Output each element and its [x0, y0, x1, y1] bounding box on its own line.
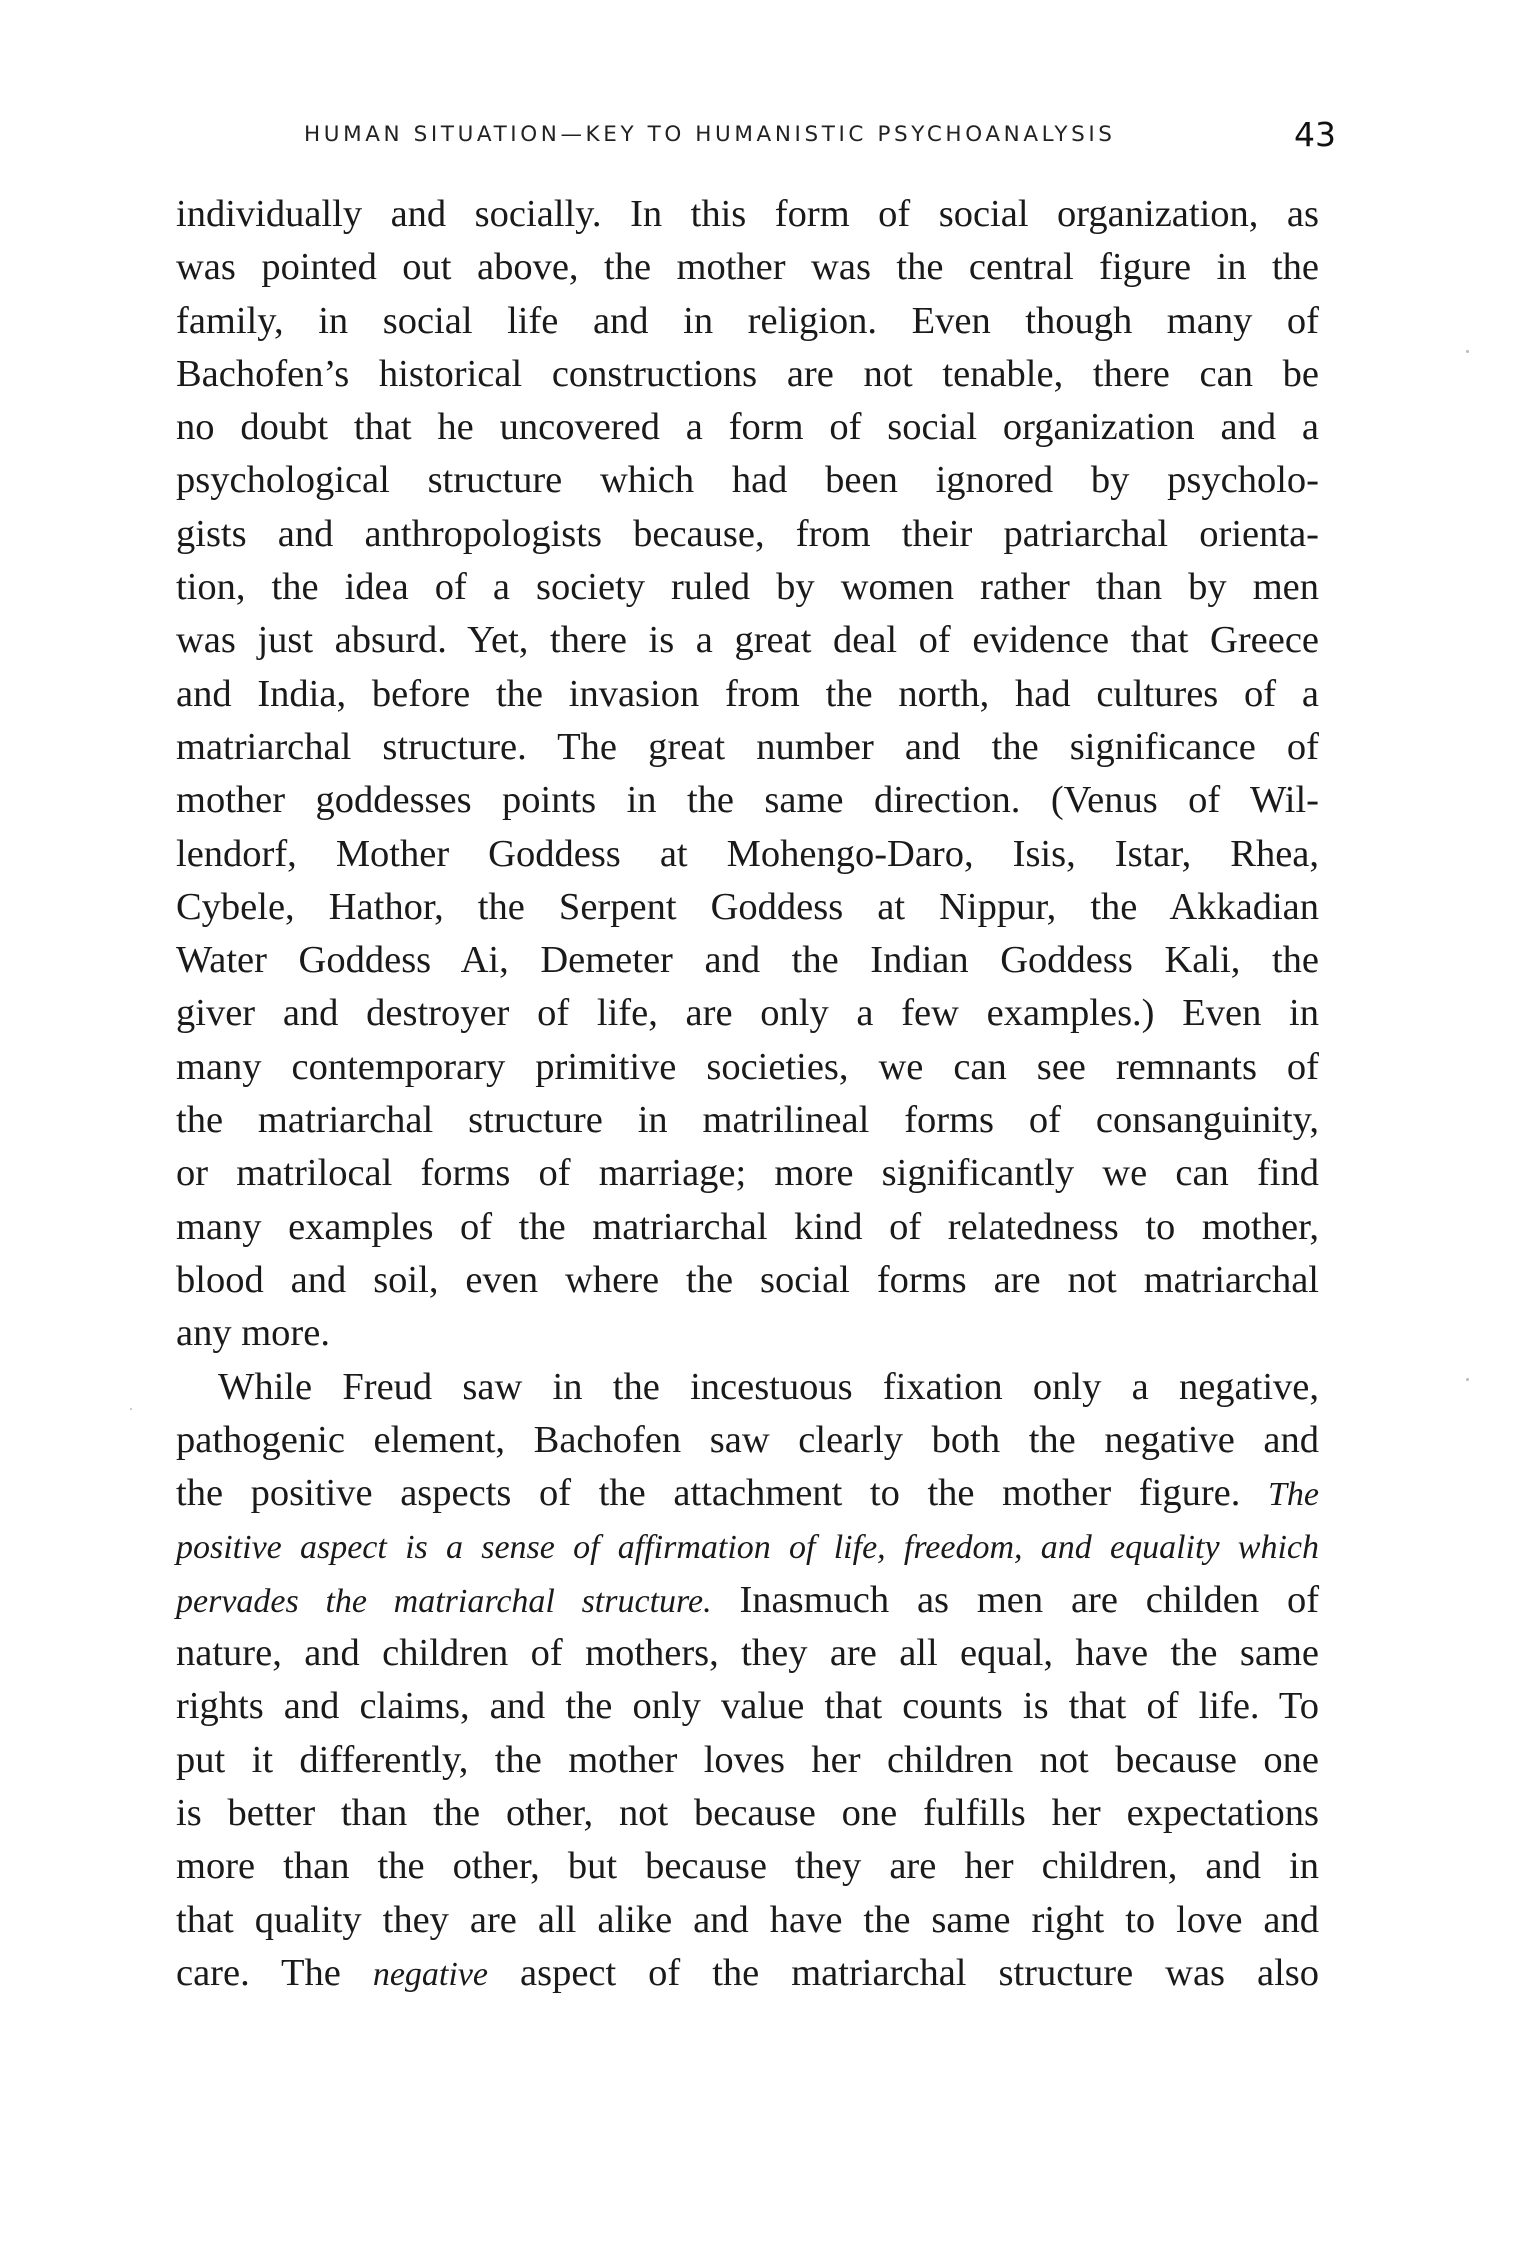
text-line: rights and claims, and the only value that counts is that of life. To — [176, 1685, 1319, 1728]
running-title: HUMAN SITUATION—KEY TO HUMANISTIC PSYCHOANALYSIS — [304, 122, 1116, 147]
text-line: Water Goddess Ai, Demeter and the Indian Goddess Kali, the — [176, 939, 1319, 982]
text-segment: care. The — [176, 1951, 341, 1994]
text-line: or matrilocal forms of marriage; more significantly we can find — [176, 1152, 1319, 1195]
italic-segment: negative — [372, 1955, 489, 1993]
paragraph — [176, 1361, 1319, 2001]
text-segment: aspect of the matriarchal structure was also — [520, 1951, 1320, 1994]
text-line: tion, the idea of a society ruled by women rather than by men — [176, 566, 1319, 609]
text-line: gists and anthropologists because, from their patriarchal orienta- — [176, 512, 1319, 555]
text-line: put it differently, the mother loves her children not because one — [176, 1738, 1319, 1781]
text-line: was just absurd. Yet, there is a great deal of evidence that Greece — [176, 619, 1319, 662]
text-line: was pointed out above, the mother was the central figure in the — [176, 246, 1319, 289]
running-head — [176, 110, 1336, 160]
text-line: nature, and children of mothers, they are all equal, have the same — [176, 1632, 1319, 1675]
text-line: matriarchal structure. The great number and the significance of — [176, 725, 1319, 768]
italic-segment: positive aspect is a sense of affirmation of life, freedom, and equality which — [176, 1529, 1319, 1567]
text-line: family, in social life and in religion. Even though many of — [176, 299, 1319, 342]
scan-speck — [130, 1408, 132, 1410]
page-number: 43 — [1294, 115, 1336, 154]
text-line — [176, 1947, 1319, 2000]
paragraph — [176, 188, 1319, 1361]
text-line — [176, 1467, 1319, 1520]
text-line: giver and destroyer of life, are only a few examples.) Even in — [176, 992, 1319, 1035]
text-segment: the positive aspects of the attachment to the mother figure. — [176, 1472, 1241, 1515]
text-line: and India, before the invasion from the north, had cultures of a — [176, 672, 1319, 715]
text-line: many examples of the matriarchal kind of relatedness to mother, — [176, 1205, 1319, 1248]
text-line: is better than the other, not because one fulfills her expectations — [176, 1791, 1319, 1834]
scan-speck — [1466, 1378, 1469, 1381]
text-line: individually and socially. In this form of social organization, as — [176, 193, 1319, 235]
text-line: more than the other, but because they are her children, and in — [176, 1845, 1319, 1888]
text-line: no doubt that he uncovered a form of social organization and a — [176, 406, 1319, 449]
scan-speck — [1466, 350, 1469, 353]
text-line: psychological structure which had been ignored by psycholo- — [176, 459, 1319, 502]
text-line: that quality they are all alike and have the same right to love and — [176, 1898, 1319, 1941]
text-line — [176, 1574, 1319, 1627]
text-line: Cybele, Hathor, the Serpent Goddess at Nippur, the Akkadian — [176, 885, 1319, 928]
text-segment: Inasmuch as men are childen of — [739, 1578, 1320, 1621]
text-line: any more. — [176, 1312, 330, 1355]
text-line: Bachofen’s historical constructions are not tenable, there can be — [176, 352, 1319, 395]
italic-segment: The — [1268, 1476, 1320, 1514]
text-line: many contemporary primitive societies, we can see remnants of — [176, 1045, 1319, 1088]
body-text — [176, 188, 1319, 2000]
text-line: pathogenic element, Bachofen saw clearly both the negative and — [176, 1418, 1319, 1461]
text-line: lendorf, Mother Goddess at Mohengo-Daro, Isis, Istar, Rhea, — [176, 832, 1319, 875]
text-line: the matriarchal structure in matrilineal forms of consanguinity, — [176, 1099, 1319, 1142]
text-line — [176, 1520, 1319, 1573]
text-line: While Freud saw in the incestuous fixation only a negative, — [218, 1365, 1319, 1408]
italic-segment: pervades the matriarchal structure. — [176, 1582, 712, 1620]
text-line: blood and soil, even where the social forms are not matriarchal — [176, 1258, 1319, 1301]
text-line: mother goddesses points in the same direction. (Venus of Wil- — [176, 779, 1319, 822]
